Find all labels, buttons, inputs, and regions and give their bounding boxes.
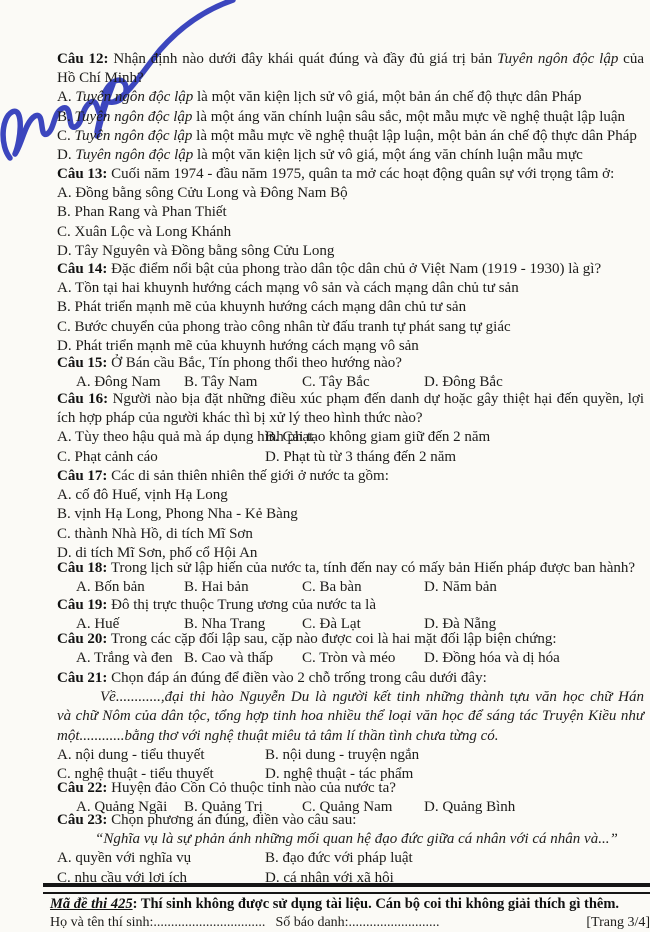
student-name-field: Họ và tên thí sinh:................................ <box>50 915 266 930</box>
text: D. Phát triển mạnh mẽ của khuynh hướng cách mạng vô sản <box>57 337 419 354</box>
option: B. nội dung - truyện ngắn <box>265 746 420 763</box>
option: D. Đông Bắc <box>424 374 503 391</box>
option-line <box>57 298 644 317</box>
text: Đô thị trực thuộc Trung ương của nước ta là <box>107 597 376 613</box>
italic-text: Tuyên ngôn độc lập <box>75 146 194 163</box>
question-number: Câu 21: <box>57 670 108 686</box>
stem-line <box>57 69 644 88</box>
option-line <box>57 203 644 222</box>
option: A. quyền với nghĩa vụ <box>57 850 192 867</box>
question-20 <box>57 630 644 668</box>
footer-notice <box>43 896 650 913</box>
question-number: Câu 12: <box>57 51 109 67</box>
question-number: Câu 16: <box>57 391 109 407</box>
option-line <box>57 486 644 505</box>
text: Huyện đảo Cồn Cỏ thuộc tỉnh nào của nước ta? <box>107 780 396 796</box>
text: D. di tích Mĩ Sơn, phố cổ Hội An <box>57 544 258 561</box>
options-row <box>57 578 644 597</box>
option: B. Nha Trang <box>184 616 266 633</box>
text: Trong lịch sử lập hiến của nước ta, tính đến nay có mấy bản Hiến pháp được ban hành? <box>107 560 636 576</box>
stem-line <box>57 260 644 279</box>
option: C. Ba bàn <box>302 579 362 596</box>
text: của <box>618 51 645 67</box>
option-line <box>57 279 644 298</box>
quote-line <box>57 727 644 746</box>
text: là một văn kiện lịch sử vô giá, một bản án chế độ thực dân Pháp <box>193 89 582 106</box>
question-number: Câu 14: <box>57 261 108 277</box>
options-row <box>57 746 644 765</box>
quote-line <box>57 707 644 726</box>
text: Trong các cặp đối lập sau, cặp nào được coi là hai mặt đối lập biện chứng: <box>107 631 557 647</box>
page-footer <box>43 883 650 931</box>
stem-line <box>57 50 644 69</box>
option-line <box>57 223 644 242</box>
text: Chọn phương án đúng, điền vào câu sau: <box>107 812 357 828</box>
stem-line <box>57 596 644 615</box>
option-line <box>57 146 644 165</box>
text: C. Bước chuyển của phong trào công nhân từ đấu tranh tự phát sang tự giác <box>57 318 511 335</box>
question-19 <box>57 596 644 634</box>
stem-line <box>57 467 644 486</box>
text: B. Phát triển mạnh mẽ của khuynh hướng cách mạng dân chủ tư sản <box>57 299 467 316</box>
exam-code: Mã đề thi 425 <box>50 896 133 912</box>
text: D. <box>57 146 76 163</box>
option-line <box>57 88 644 107</box>
option: B. Cao và thấp <box>184 650 274 667</box>
text: là một áng văn chính luận sâu sắc, một mẫu mực về nghệ thuật lập luận <box>192 108 626 125</box>
italic-text: Tuyên ngôn độc lập <box>75 89 194 106</box>
option: D. Năm bản <box>424 579 497 596</box>
option: A. Huế <box>76 616 120 633</box>
text: là một mẫu mực về nghệ thuật lập luận, một bản án chế độ thực dân Pháp <box>192 127 637 144</box>
text: C. <box>57 127 75 144</box>
options-row <box>57 448 644 467</box>
footer-spacer <box>440 914 587 931</box>
footer-fields <box>43 914 650 931</box>
text: A. cố đô Huế, vịnh Hạ Long <box>57 487 228 504</box>
italic-text: Tuyên ngôn độc lập <box>74 108 193 125</box>
question-23 <box>57 811 644 888</box>
italic-text: Về............,đại thi hào Nguyễn Du là người kết tinh những thành tựu văn học chữ Hán <box>100 689 644 706</box>
italic-text: và chữ Nôm của dân tộc, tổng hợp tinh hoa nhiều thể loại văn học để sáng tác Truyện Kiều như <box>57 708 644 725</box>
option: C. Đà Lạt <box>302 616 361 633</box>
option: A. Tùy theo hậu quả mà áp dụng hình phạt <box>57 429 314 446</box>
stem-line <box>57 390 644 409</box>
footer-divider <box>43 883 650 894</box>
text: D. Tây Nguyên và Đồng bằng sông Cửu Long <box>57 242 335 259</box>
text: B. Phan Rang và Phan Thiết <box>57 204 227 221</box>
question-17 <box>57 467 644 563</box>
option: D. cá nhân với xã hội <box>265 869 394 886</box>
text: B. <box>57 108 75 125</box>
stem-line <box>57 559 644 578</box>
option: B. Quảng Trị <box>184 799 263 816</box>
text: Các di sản thiên nhiên thế giới ở nước ta gồm: <box>107 468 389 484</box>
option-line <box>57 505 644 524</box>
option: A. Quảng Ngãi <box>76 799 168 816</box>
text: ích hợp pháp của người khác thì bị xử lý theo hình thức nào? <box>57 410 423 427</box>
question-number: Câu 17: <box>57 468 108 484</box>
option-line <box>57 318 644 337</box>
text: Chọn đáp án đúng để điền vào 2 chỗ trống trong câu dưới đây: <box>107 670 487 686</box>
question-number: Câu 23: <box>57 812 108 828</box>
option-line <box>57 127 644 146</box>
quote-line <box>57 830 644 849</box>
text: C. thành Nhà Hồ, di tích Mĩ Sơn <box>57 525 253 542</box>
stem-line <box>57 165 644 184</box>
italic-text: Tuyên ngôn độc lập <box>497 51 619 67</box>
question-number: Câu 18: <box>57 560 108 576</box>
question-number: Câu 15: <box>57 355 108 371</box>
question-12 <box>57 50 644 165</box>
stem-line <box>57 409 644 428</box>
stem-line <box>57 811 644 830</box>
text: Hồ Chí Minh? <box>57 70 144 87</box>
option: C. nhu cầu với lợi ích <box>57 869 188 886</box>
options-row <box>57 428 644 447</box>
option: B. Tây Nam <box>184 374 258 391</box>
question-number: Câu 20: <box>57 631 108 647</box>
question-14 <box>57 260 644 356</box>
question-number: Câu 22: <box>57 780 108 796</box>
text: Ở Bán cầu Bắc, Tín phong thổi theo hướng nào? <box>107 355 402 371</box>
question-21 <box>57 669 644 784</box>
option: A. nội dung - tiểu thuyết <box>57 746 205 763</box>
question-18 <box>57 559 644 597</box>
text: A. Tồn tại hai khuynh hướng cách mạng vô sản và cách mạng dân chủ tư sản <box>57 280 519 297</box>
text: A. Đồng bằng sông Cửu Long và Đông Nam Bộ <box>57 185 348 202</box>
option: D. Phạt tù từ 3 tháng đến 2 năm <box>265 448 457 465</box>
stem-line <box>57 354 644 373</box>
italic-text: một............bằng thơ với nghệ thuật miêu tả tâm lí thần tình chưa từng có. <box>57 727 499 744</box>
page-indicator: [Trang 3/4] <box>586 915 650 930</box>
text: Đặc điểm nổi bật của phong trào dân tộc dân chủ ở Việt Nam (1919 - 1930) là gì? <box>107 261 602 277</box>
option: A. Đông Nam <box>76 374 161 391</box>
italic-text: “Nghĩa vụ là sự phản ánh những mối quan hệ đạo đức giữa cá nhân với cá nhân và...” <box>95 831 618 848</box>
option: D. Đồng hóa và dị hóa <box>424 650 560 667</box>
option: B. Cải tạo không giam giữ đến 2 năm <box>265 429 491 446</box>
option: A. Bốn bản <box>76 579 145 596</box>
quote-line <box>57 688 644 707</box>
option: C. Tròn và méo <box>302 650 396 667</box>
candidate-number-field: Số báo danh:.......................... <box>275 915 440 930</box>
option-line <box>57 184 644 203</box>
stem-line <box>57 630 644 649</box>
option: D. Đà Nẵng <box>424 616 497 633</box>
options-row <box>57 849 644 868</box>
question-number: Câu 19: <box>57 597 108 613</box>
italic-text: Tuyên ngôn độc lập <box>74 127 193 144</box>
option: C. Phạt cảnh cáo <box>57 448 158 465</box>
text: là một văn kiện lịch sử vô giá, một áng văn chính luận mẫu mực <box>193 146 583 163</box>
options-row <box>57 649 644 668</box>
text: B. vịnh Hạ Long, Phong Nha - Kẻ Bàng <box>57 506 298 523</box>
question-15 <box>57 354 644 392</box>
option-line <box>57 525 644 544</box>
text: Cuối năm 1974 - đầu năm 1975, quân ta mở các hoạt động quân sự với trọng tâm ở: <box>107 166 615 182</box>
question-13 <box>57 165 644 261</box>
option: B. đạo đức với pháp luật <box>265 850 413 867</box>
stem-line <box>57 779 644 798</box>
option: A. Trắng và đen <box>76 650 173 667</box>
option: B. Hai bản <box>184 579 249 596</box>
option: C. Tây Bắc <box>302 374 370 391</box>
text: A. <box>57 89 76 106</box>
text: Nhận định nào dưới đây khái quát đúng và đầy đủ giá trị bản <box>108 51 498 67</box>
option-line <box>57 108 644 127</box>
option: D. Quảng Bình <box>424 799 516 816</box>
footer-notice-text: : Thí sinh không được sử dụng tài liệu. Cán bộ coi thi không giải thích gì thêm. <box>132 896 620 912</box>
option: C. nghệ thuật - tiểu thuyết <box>57 765 214 782</box>
question-16 <box>57 390 644 467</box>
option: C. Quảng Nam <box>302 799 393 816</box>
option-line <box>57 242 644 261</box>
text: Người nào bịa đặt những điều xúc phạm đến danh dự hoặc gây thiệt hại đến quyền, lợi <box>108 391 645 407</box>
question-number: Câu 13: <box>57 166 108 182</box>
option: D. nghệ thuật - tác phẩm <box>265 765 414 782</box>
text: C. Xuân Lộc và Long Khánh <box>57 223 232 240</box>
stem-line <box>57 669 644 688</box>
